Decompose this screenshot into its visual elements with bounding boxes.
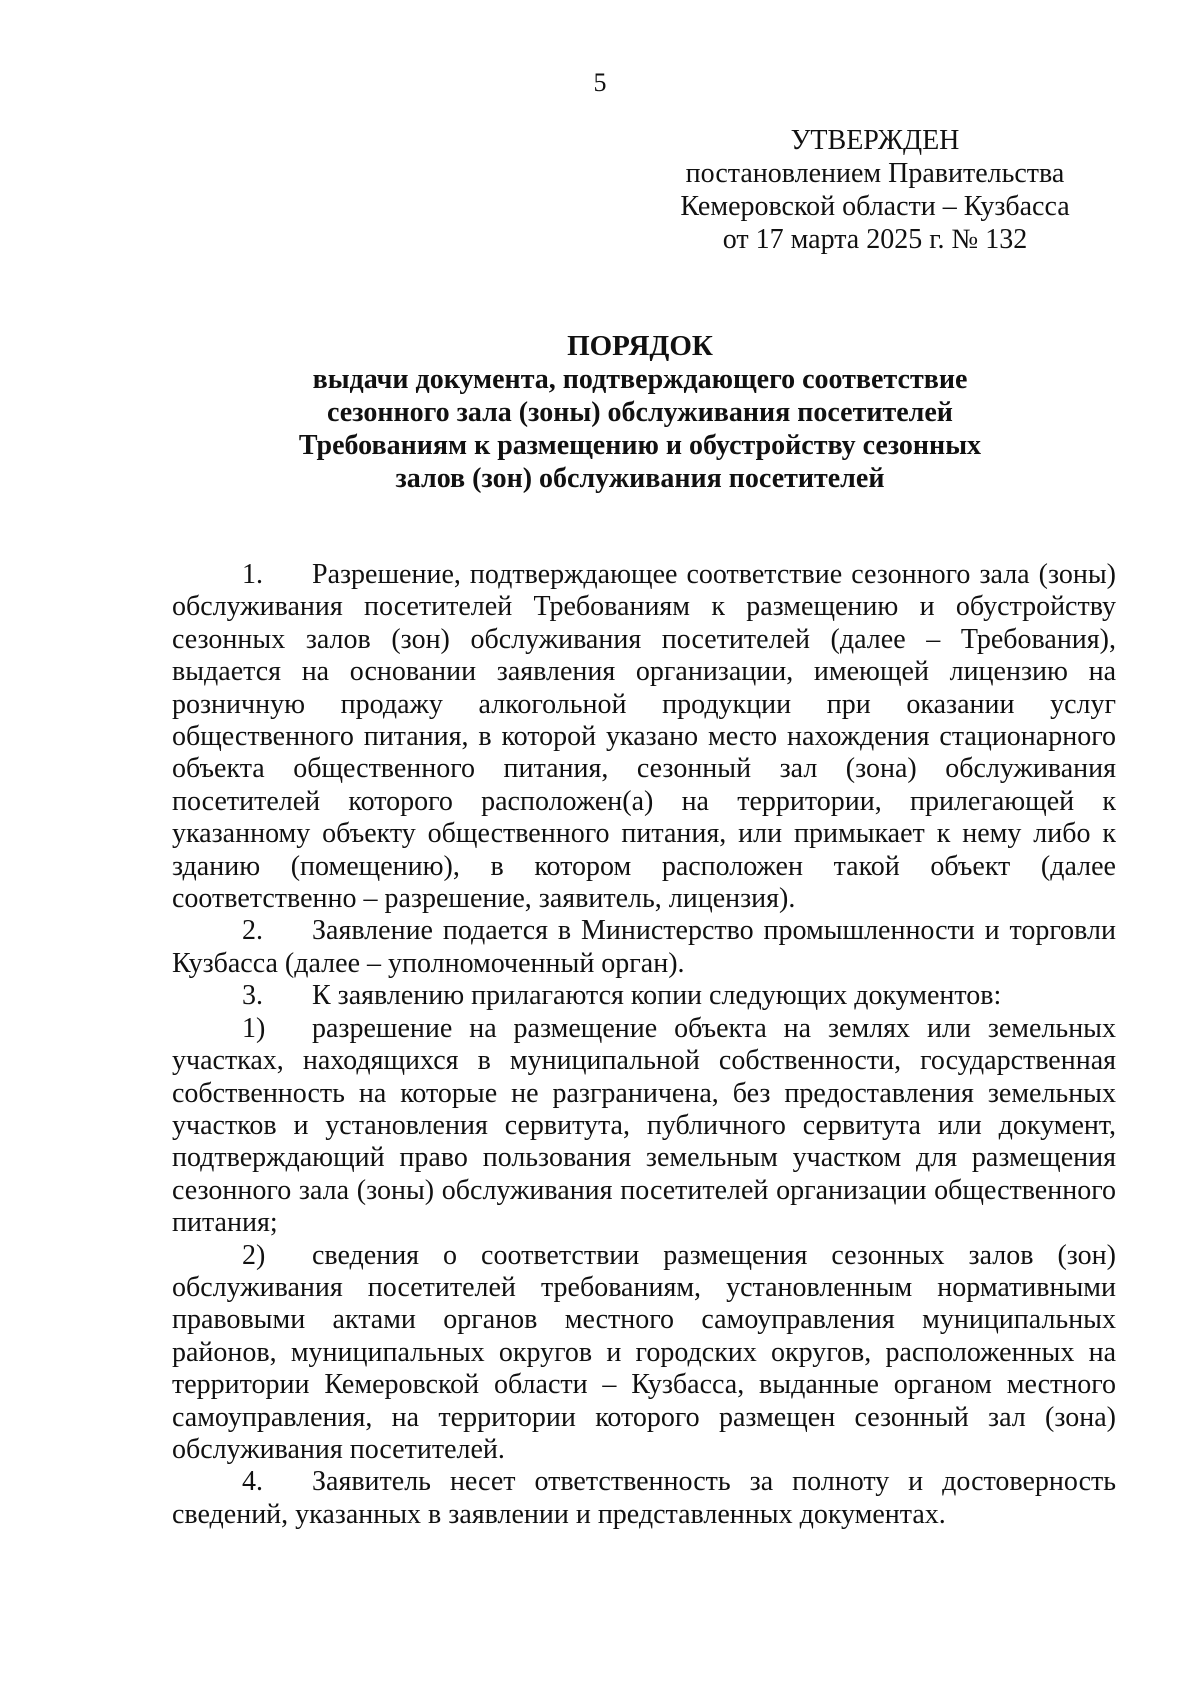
page-number: 5: [593, 68, 607, 97]
paragraph-text: Разрешение, подтверждающее соответствие сезонного зала (зоны) обслуживания посетителей Требованиям к размещению и обустройству сезонных залов (зон) обслуживания посетителей (далее – Требования), выдается на основании заявления организации, имеющей лицензию на розничную продажу алкогольной продукции при оказании услуг общественного питания, в которой указано место нахождения стационарного объекта общественного питания, сезонный зал (зона) обслуживания посетителей которого расположен(а) на территории, прилегающей к указанному объекту общественного питания, или примыкает к нему либо к зданию (помещению), в котором расположен такой объект (далее соответственно – разрешение, заявитель, лицензия).: [172, 559, 1116, 915]
title-line: залов (зон) обслуживания посетителей: [395, 463, 885, 494]
paragraph: [172, 980, 1116, 1012]
paragraph-number: 1.: [242, 559, 263, 590]
approval-line-date: от 17 марта 2025 г. № 132: [722, 224, 1028, 255]
paragraph-number: 4.: [242, 1466, 263, 1498]
approval-line-resolution: постановлением Правительства: [685, 158, 1065, 189]
paragraph-number: 2.: [242, 915, 263, 947]
paragraph-number: 3.: [242, 980, 263, 1012]
paragraph: [172, 1013, 1116, 1240]
paragraph: [172, 1466, 1116, 1531]
title-line: сезонного зала (зоны) обслуживания посетителей: [327, 397, 953, 428]
paragraph: [172, 559, 1116, 915]
document-body: [172, 559, 1116, 1531]
paragraph-text: разрешение на размещение объекта на землях или земельных участках, находящихся в муниципальной собственности, государственная собственность на которые не разграничена, без предоставления земельных участков и установления сервитута, публичного сервитута или документ, подтверждающий право пользования земельным участком для размещения сезонного зала (зоны) обслуживания посетителей организации общественного питания;: [172, 1012, 1116, 1239]
paragraph-number: 2): [242, 1239, 266, 1271]
paragraph-text: Заявитель несет ответственность за полноту и достоверность сведений, указанных в заявлении и представленных документах.: [172, 1466, 1116, 1530]
approval-line-approved: УТВЕРЖДЕН: [790, 125, 960, 156]
paragraph: [172, 915, 1116, 980]
title-line: Требованиям к размещению и обустройству сезонных: [298, 430, 982, 461]
approval-stamp: [660, 124, 1090, 256]
paragraph-number: 1): [242, 1012, 266, 1044]
paragraph: [172, 1240, 1116, 1467]
title-main: ПОРЯДОК: [567, 330, 713, 362]
paragraph-text: сведения о соответствии размещения сезонных залов (зон) обслуживания посетителей требованиям, установленным нормативными правовыми актами органов местного самоуправления муниципальных районов, муниципальных округов и городских округов, расположенных на территории Кемеровской области – Кузбасса, выданные органом местного самоуправления, на территории которого размещен сезонный зал (зона) обслуживания посетителей.: [172, 1239, 1116, 1465]
approval-line-region: Кемеровской области – Кузбасса: [680, 191, 1070, 222]
paragraph-text: К заявлению прилагаются копии следующих документов:: [312, 980, 1002, 1012]
paragraph-text: Заявление подается в Министерство промышленности и торговли Кузбасса (далее – уполномоченный орган).: [172, 915, 1116, 979]
document-title: [170, 330, 1110, 495]
title-line: выдачи документа, подтверждающего соответствие: [312, 364, 968, 395]
